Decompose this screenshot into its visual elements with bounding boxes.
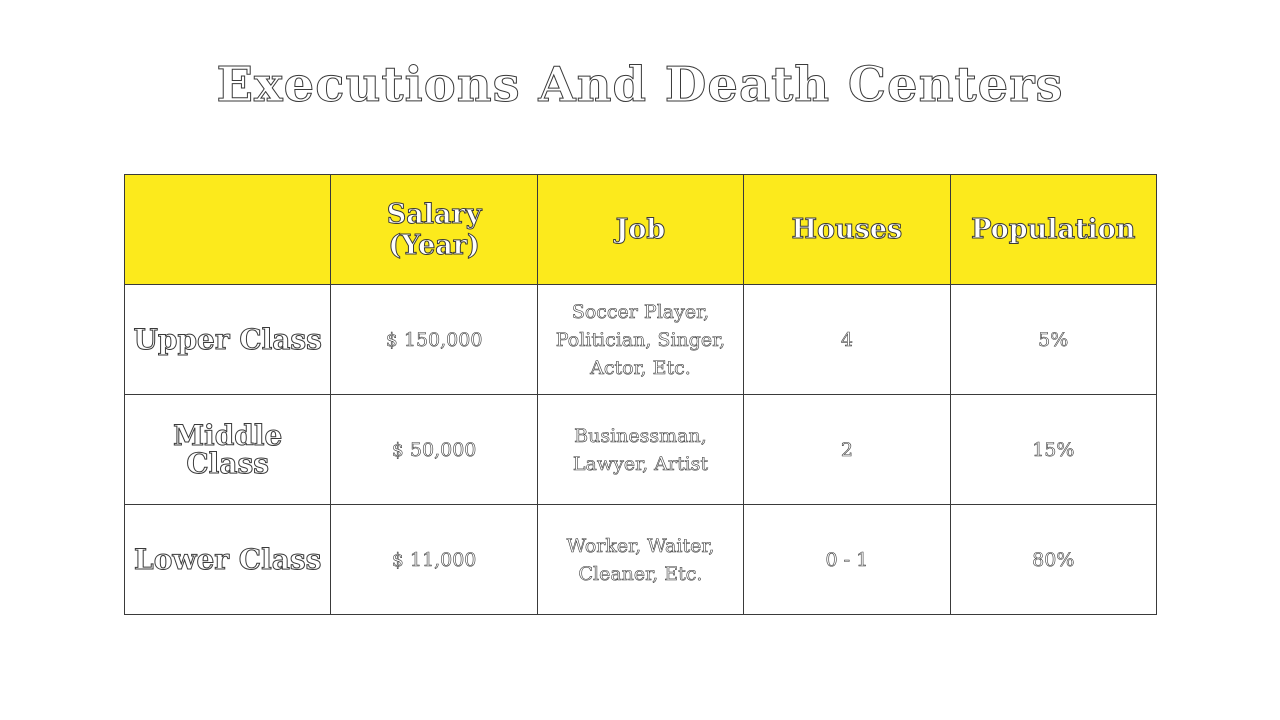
salary-cell: $ 150,000 — [331, 285, 537, 395]
houses-cell: 0 - 1 — [744, 505, 950, 615]
slide-title: Executions And Death Centers — [216, 57, 1064, 113]
job-cell — [537, 505, 743, 615]
job-line: Cleaner, Etc. — [578, 562, 703, 585]
row-label-lower-class: Lower Class — [125, 505, 331, 615]
header-cell-salary: Salary (Year) — [331, 175, 537, 285]
job-line: Businessman, — [574, 424, 707, 447]
job-line: Lawyer, Artist — [572, 452, 709, 475]
job-cell — [537, 285, 743, 395]
houses-cell: 2 — [744, 395, 950, 505]
row-label-middle-class: Middle Class — [125, 395, 331, 505]
header-cell-empty — [125, 175, 331, 285]
job-cell — [537, 395, 743, 505]
job-line: Soccer Player, — [571, 300, 710, 323]
row-label-upper-class: Upper Class — [125, 285, 331, 395]
salary-cell: $ 11,000 — [331, 505, 537, 615]
job-line: Politician, Singer, — [555, 328, 726, 351]
job-line: Worker, Waiter, — [566, 534, 715, 557]
table-row — [125, 395, 1157, 505]
population-cell: 80% — [950, 505, 1156, 615]
table-row — [125, 285, 1157, 395]
job-line: Actor, Etc. — [590, 356, 691, 379]
table-row — [125, 505, 1157, 615]
header-cell-houses: Houses — [744, 175, 950, 285]
houses-cell: 4 — [744, 285, 950, 395]
table-header-row — [125, 175, 1157, 285]
class-comparison-table — [124, 174, 1157, 615]
population-cell: 15% — [950, 395, 1156, 505]
header-cell-population: Population — [950, 175, 1156, 285]
population-cell: 5% — [950, 285, 1156, 395]
header-cell-job: Job — [537, 175, 743, 285]
salary-cell: $ 50,000 — [331, 395, 537, 505]
